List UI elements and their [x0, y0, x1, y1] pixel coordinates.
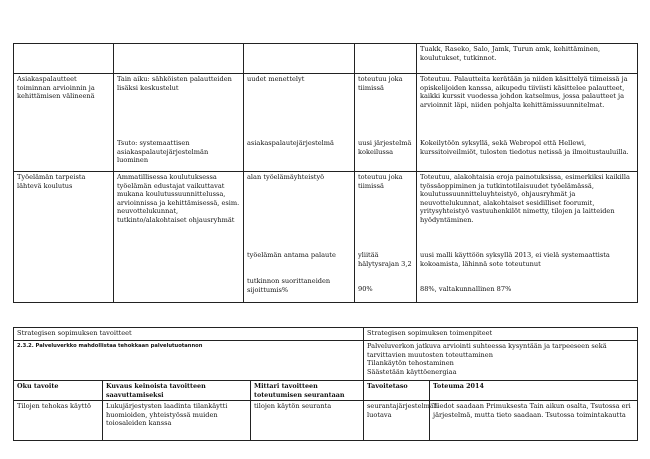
strategy-table	[13, 327, 638, 441]
table-cell-target	[355, 74, 417, 172]
table-row	[14, 401, 638, 441]
metric-a: alan työelämäyhteistyö	[247, 173, 325, 181]
table-cell-metric: tilojen käytön seuranta	[251, 401, 364, 441]
table-row	[14, 172, 638, 303]
means-b: Tsuto: systemaattisen asiakaspalautejärjestelmän luominen	[117, 139, 209, 165]
target-c: 90%	[358, 285, 373, 293]
column-header: Toteuma 2014	[430, 381, 638, 401]
table-cell	[14, 44, 114, 74]
table-cell-goal: Asiakaspalautteet toiminnan arvioinnin ja kehittämisen välineenä	[14, 74, 114, 172]
table-cell-metric	[244, 74, 355, 172]
table-row	[14, 341, 638, 381]
means-a: Tain aiku: sähköisten palautteiden lisäksi keskustelut	[117, 75, 232, 92]
target-b: yliitää hälytysrajan 3,2	[358, 251, 412, 268]
metric-c: tutkinnon suorittaneiden sijoittumis%	[247, 277, 331, 294]
table-cell-means: Lukujärjestysten laadinta tilankäytti huomioiden, yhteistyössä muiden toiosaleiden kanssa	[103, 401, 251, 441]
target-a: toteutuu joka tiimissä	[358, 75, 403, 92]
table-cell	[355, 44, 417, 74]
table-cell-goal: Tilojen tehokas käyttö	[14, 401, 103, 441]
action-line: Tilankäytön tehostaminen	[367, 359, 454, 368]
result-b: Kokeilytöön syksyllä, sekä Webropol että Hellewi, kurssitoiveilmiöt, tulosten tiedotus netissä ja ilmoitustauluilla.	[420, 139, 629, 156]
action-line: Palveluverkon jatkuva arviointi suhteessa kysyntään ja tarpeeseen sekä tarvittavien muutosten toteuttaminen	[367, 342, 607, 359]
result-a: Toteutuu, alakohtaisia eroja painotuksissa, esimerkiksi kaikilla työssäoppiminen ja tutkintotilaisuudet työelämässä, koulutussuunnitteluyhteistyö, ohjausryhmät ja neuvottelukunnat, alakohtaiset sesidilliset foorumit, yritysyhteistyö vastuuhenkilöt nimetty, tilojen ja laitteiden hyödyntäminen.	[420, 173, 630, 224]
table-cell-metric	[244, 172, 355, 303]
table-cell-means: Ammatillisessa koulutuksessa työelämän edustajat vaikuttavat mukana koulutussuunnittelussa, arvioinnissa ja kehittämisessä, esim. neuvottelukunnat, tutkinto/alakohtaiset ohjausryhmät	[114, 172, 244, 303]
section-title: 2.3.2. Palveluverkko mahdollistaa tehokkaan palvelutuotannon	[14, 341, 364, 381]
header-goals: Strategisen sopimuksen tavoitteet	[14, 328, 364, 341]
action-line: Säästetään käyttöenergiaa	[367, 367, 457, 376]
target-b: uusi järjestelmä kokeilussa	[358, 139, 412, 156]
table-cell	[114, 44, 244, 74]
column-header: Tavoitetaso	[364, 381, 430, 401]
table-cell-target: seurantajärjestelmän luotava	[364, 401, 430, 441]
metric-b: asiakaspalautejärjestelmä	[247, 139, 334, 147]
column-header: Oku tavoite	[14, 381, 103, 401]
table-cell-target	[355, 172, 417, 303]
table-row	[14, 74, 638, 172]
result-a: Toteutuu. Palautteita kerätään ja niiden käsittelyä tiimeissä ja opiskelijoiden kanssa, aikupedu tiiviisti käsittelee palautteet, kaikki kurssit vuodessa johdon katselmus, jossa palautteet ja arvioinnit läpi, niiden pohjalta kehittämissuunnitelmat.	[420, 75, 628, 109]
result-b: uusi malli käyttöön syksyllä 2013, ei vielä systemaattista kokoamista, lähinnä sote toteutunut	[420, 251, 610, 268]
column-header: Kuvaus keinoista tavoitteen saavuttamiseksi	[103, 381, 251, 401]
header-actions: Strategisen sopimuksen toimenpiteet	[364, 328, 638, 341]
table-cell-means	[114, 74, 244, 172]
table-cell	[244, 44, 355, 74]
target-a: toteutuu joka tiimissä	[358, 173, 403, 190]
section-actions	[364, 341, 638, 381]
table-cell: Tuakk, Raseko, Salo, Jamk, Turun amk, kehittäminen, koulutukset, tutkinnot.	[417, 44, 638, 74]
table-row	[14, 44, 638, 74]
table-cell-result	[417, 74, 638, 172]
results-table-top	[13, 43, 638, 303]
table-cell-result: Tiedot saadaan Primuksesta Tain aikun osalta, Tsutossa eri järjestelmä, mutta tieto saadaan. Tsutossa toimintakautta	[430, 401, 638, 441]
table-row	[14, 381, 638, 401]
metric-b: työelämän antama palaute	[247, 251, 336, 259]
metric-a: uudet menettelyt	[247, 75, 305, 83]
table-cell-goal: Työelämän tarpeista lähtevä koulutus	[14, 172, 114, 303]
table-row	[14, 328, 638, 341]
result-c: 88%, valtakunnallinen 87%	[420, 285, 512, 293]
column-header: Mittari tavoitteen toteutumisen seurantaan	[251, 381, 364, 401]
table-cell-result	[417, 172, 638, 303]
